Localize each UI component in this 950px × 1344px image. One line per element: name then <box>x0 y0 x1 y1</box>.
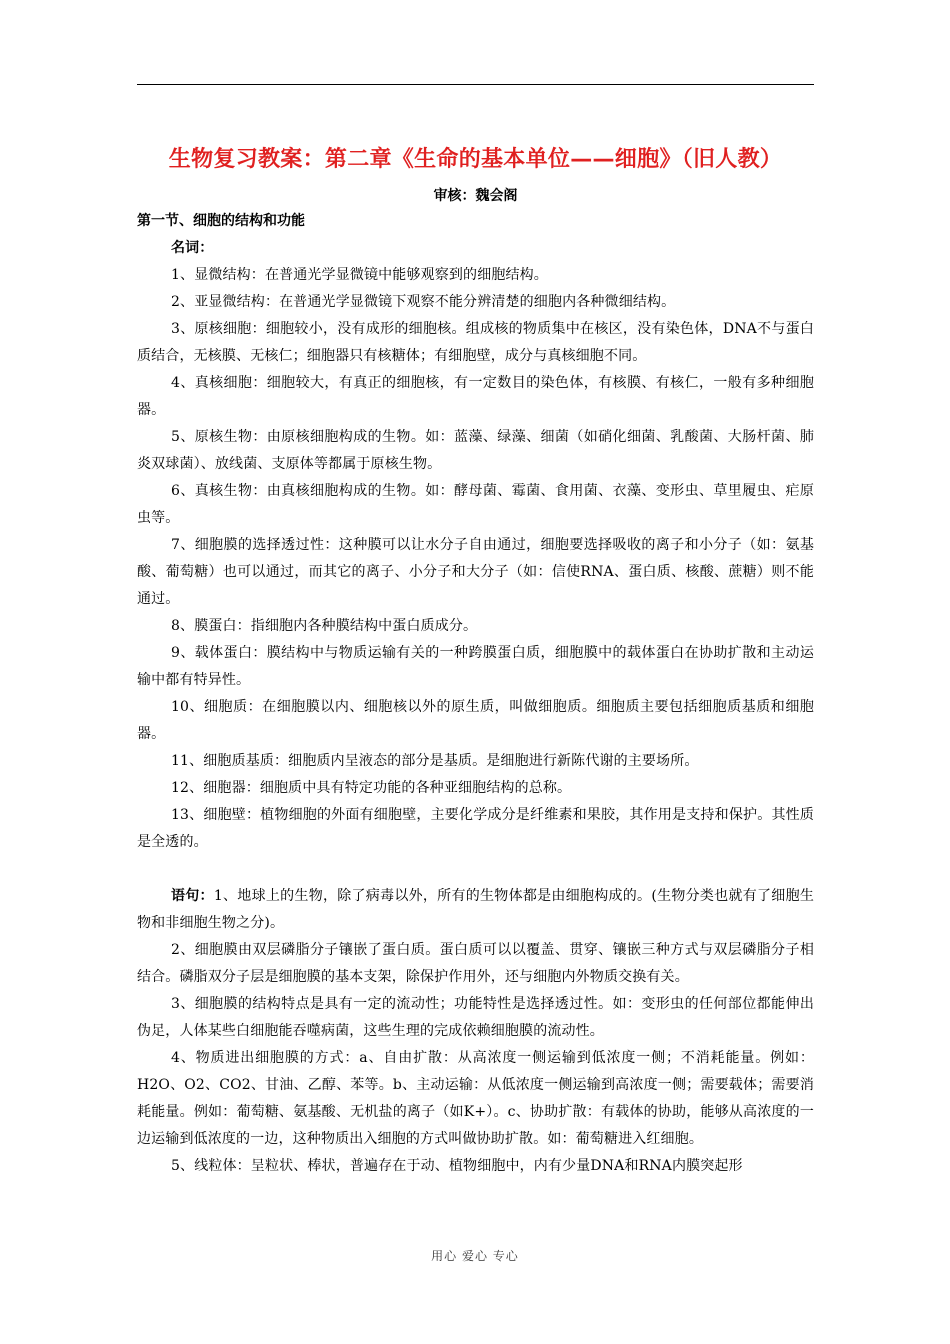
terms-heading-label: 名词： <box>171 240 214 256</box>
term-paragraph: 10、细胞质：在细胞膜以内、细胞核以外的原生质，叫做细胞质。细胞质主要包括细胞质基质和细胞器。 <box>137 699 814 742</box>
document-body <box>137 208 814 1180</box>
sentence-text: 1、地球上的生物，除了病毒以外，所有的生物体都是由细胞构成的。(生物分类也就有了细胞生物和非细胞生物之分)。 <box>137 888 814 931</box>
term-paragraph: 2、亚显微结构：在普通光学显微镜下观察不能分辨清楚的细胞内各种微细结构。 <box>171 294 676 310</box>
reviewer-line: 审核：魏会阁 <box>433 188 518 204</box>
term-paragraph: 3、原核细胞：细胞较小，没有成形的细胞核。组成核的物质集中在核区，没有染色体，DNA不与蛋白质结合，无核膜、无核仁；细胞器只有核糖体；有细胞壁，成分与真核细胞不同。 <box>137 321 814 364</box>
term-paragraph: 6、真核生物：由真核细胞构成的生物。如：酵母菌、霉菌、食用菌、衣藻、变形虫、草里履虫、疟原虫等。 <box>137 483 814 526</box>
term-paragraph: 9、载体蛋白：膜结构中与物质运输有关的一种跨膜蛋白质，细胞膜中的载体蛋白在协助扩散和主动运输中都有特异性。 <box>137 645 814 688</box>
term-paragraph: 4、真核细胞：细胞较大，有真正的细胞核，有一定数目的染色体，有核膜、有核仁，一般有多种细胞器。 <box>137 375 814 418</box>
sentence-paragraph: 2、细胞膜由双层磷脂分子镶嵌了蛋白质。蛋白质可以以覆盖、贯穿、镶嵌三种方式与双层磷脂分子相结合。磷脂双分子层是细胞膜的基本支架，除保护作用外，还与细胞内外物质交换有关。 <box>137 942 814 985</box>
sentence-paragraph: 4、物质进出细胞膜的方式：a、自由扩散：从高浓度一侧运输到低浓度一侧；不消耗能量。例如：H2O、O2、CO2、甘油、乙醇、苯等。b、主动运输：从低浓度一侧运输到高浓度一侧；需要载体；需要消耗能量。例如：葡萄糖、氨基酸、无机盐的离子（如K+）。c、协助扩散：有载体的协助，能够从高浓度的一边运输到低浓度的一边，这种物质出入细胞的方式叫做协助扩散。如：葡萄糖进入红细胞。 <box>137 1050 814 1147</box>
term-paragraph: 8、膜蛋白：指细胞内各种膜结构中蛋白质成分。 <box>171 618 478 634</box>
term-paragraph: 11、细胞质基质：细胞质内呈液态的部分是基质。是细胞进行新陈代谢的主要场所。 <box>171 753 699 769</box>
page-footer: 用心 爱心 专心 <box>431 1249 519 1263</box>
sentences-list <box>137 937 814 1180</box>
paragraph-gap <box>137 856 814 883</box>
terms-list <box>137 262 814 856</box>
terms-heading <box>137 235 814 262</box>
sentences-heading-label: 语句： <box>171 888 214 904</box>
term-paragraph: 5、原核生物：由原核细胞构成的生物。如：蓝藻、绿藻、细菌（如硝化细菌、乳酸菌、大肠杆菌、肺炎双球菌）、放线菌、支原体等都属于原核生物。 <box>137 429 814 472</box>
sentence-paragraph <box>137 883 814 937</box>
header-rule <box>137 84 814 85</box>
term-paragraph: 7、细胞膜的选择透过性：这种膜可以让水分子自由通过，细胞要选择吸收的离子和小分子（如：氨基酸、葡萄糖）也可以通过，而其它的离子、小分子和大分子（如：信使RNA、蛋白质、核酸、蔗糖）则不能通过。 <box>137 537 814 607</box>
term-paragraph: 1、显微结构：在普通光学显微镜中能够观察到的细胞结构。 <box>171 267 548 283</box>
section-heading: 第一节、细胞的结构和功能 <box>137 213 305 229</box>
term-paragraph: 13、细胞壁：植物细胞的外面有细胞壁，主要化学成分是纤维素和果胶，其作用是支持和保护。其性质是全透的。 <box>137 807 814 850</box>
sentence-paragraph: 5、线粒体：呈粒状、棒状，普遍存在于动、植物细胞中，内有少量DNA和RNA内膜突起形 <box>171 1158 743 1174</box>
document-title: 生物复习教案：第二章《生命的基本单位——细胞》（旧人教） <box>168 147 783 172</box>
sentence-paragraph: 3、细胞膜的结构特点是具有一定的流动性；功能特性是选择透过性。如：变形虫的任何部位都能伸出伪足，人体某些白细胞能吞噬病菌，这些生理的完成依赖细胞膜的流动性。 <box>137 996 814 1039</box>
term-paragraph: 12、细胞器：细胞质中具有特定功能的各种亚细胞结构的总称。 <box>171 780 572 796</box>
